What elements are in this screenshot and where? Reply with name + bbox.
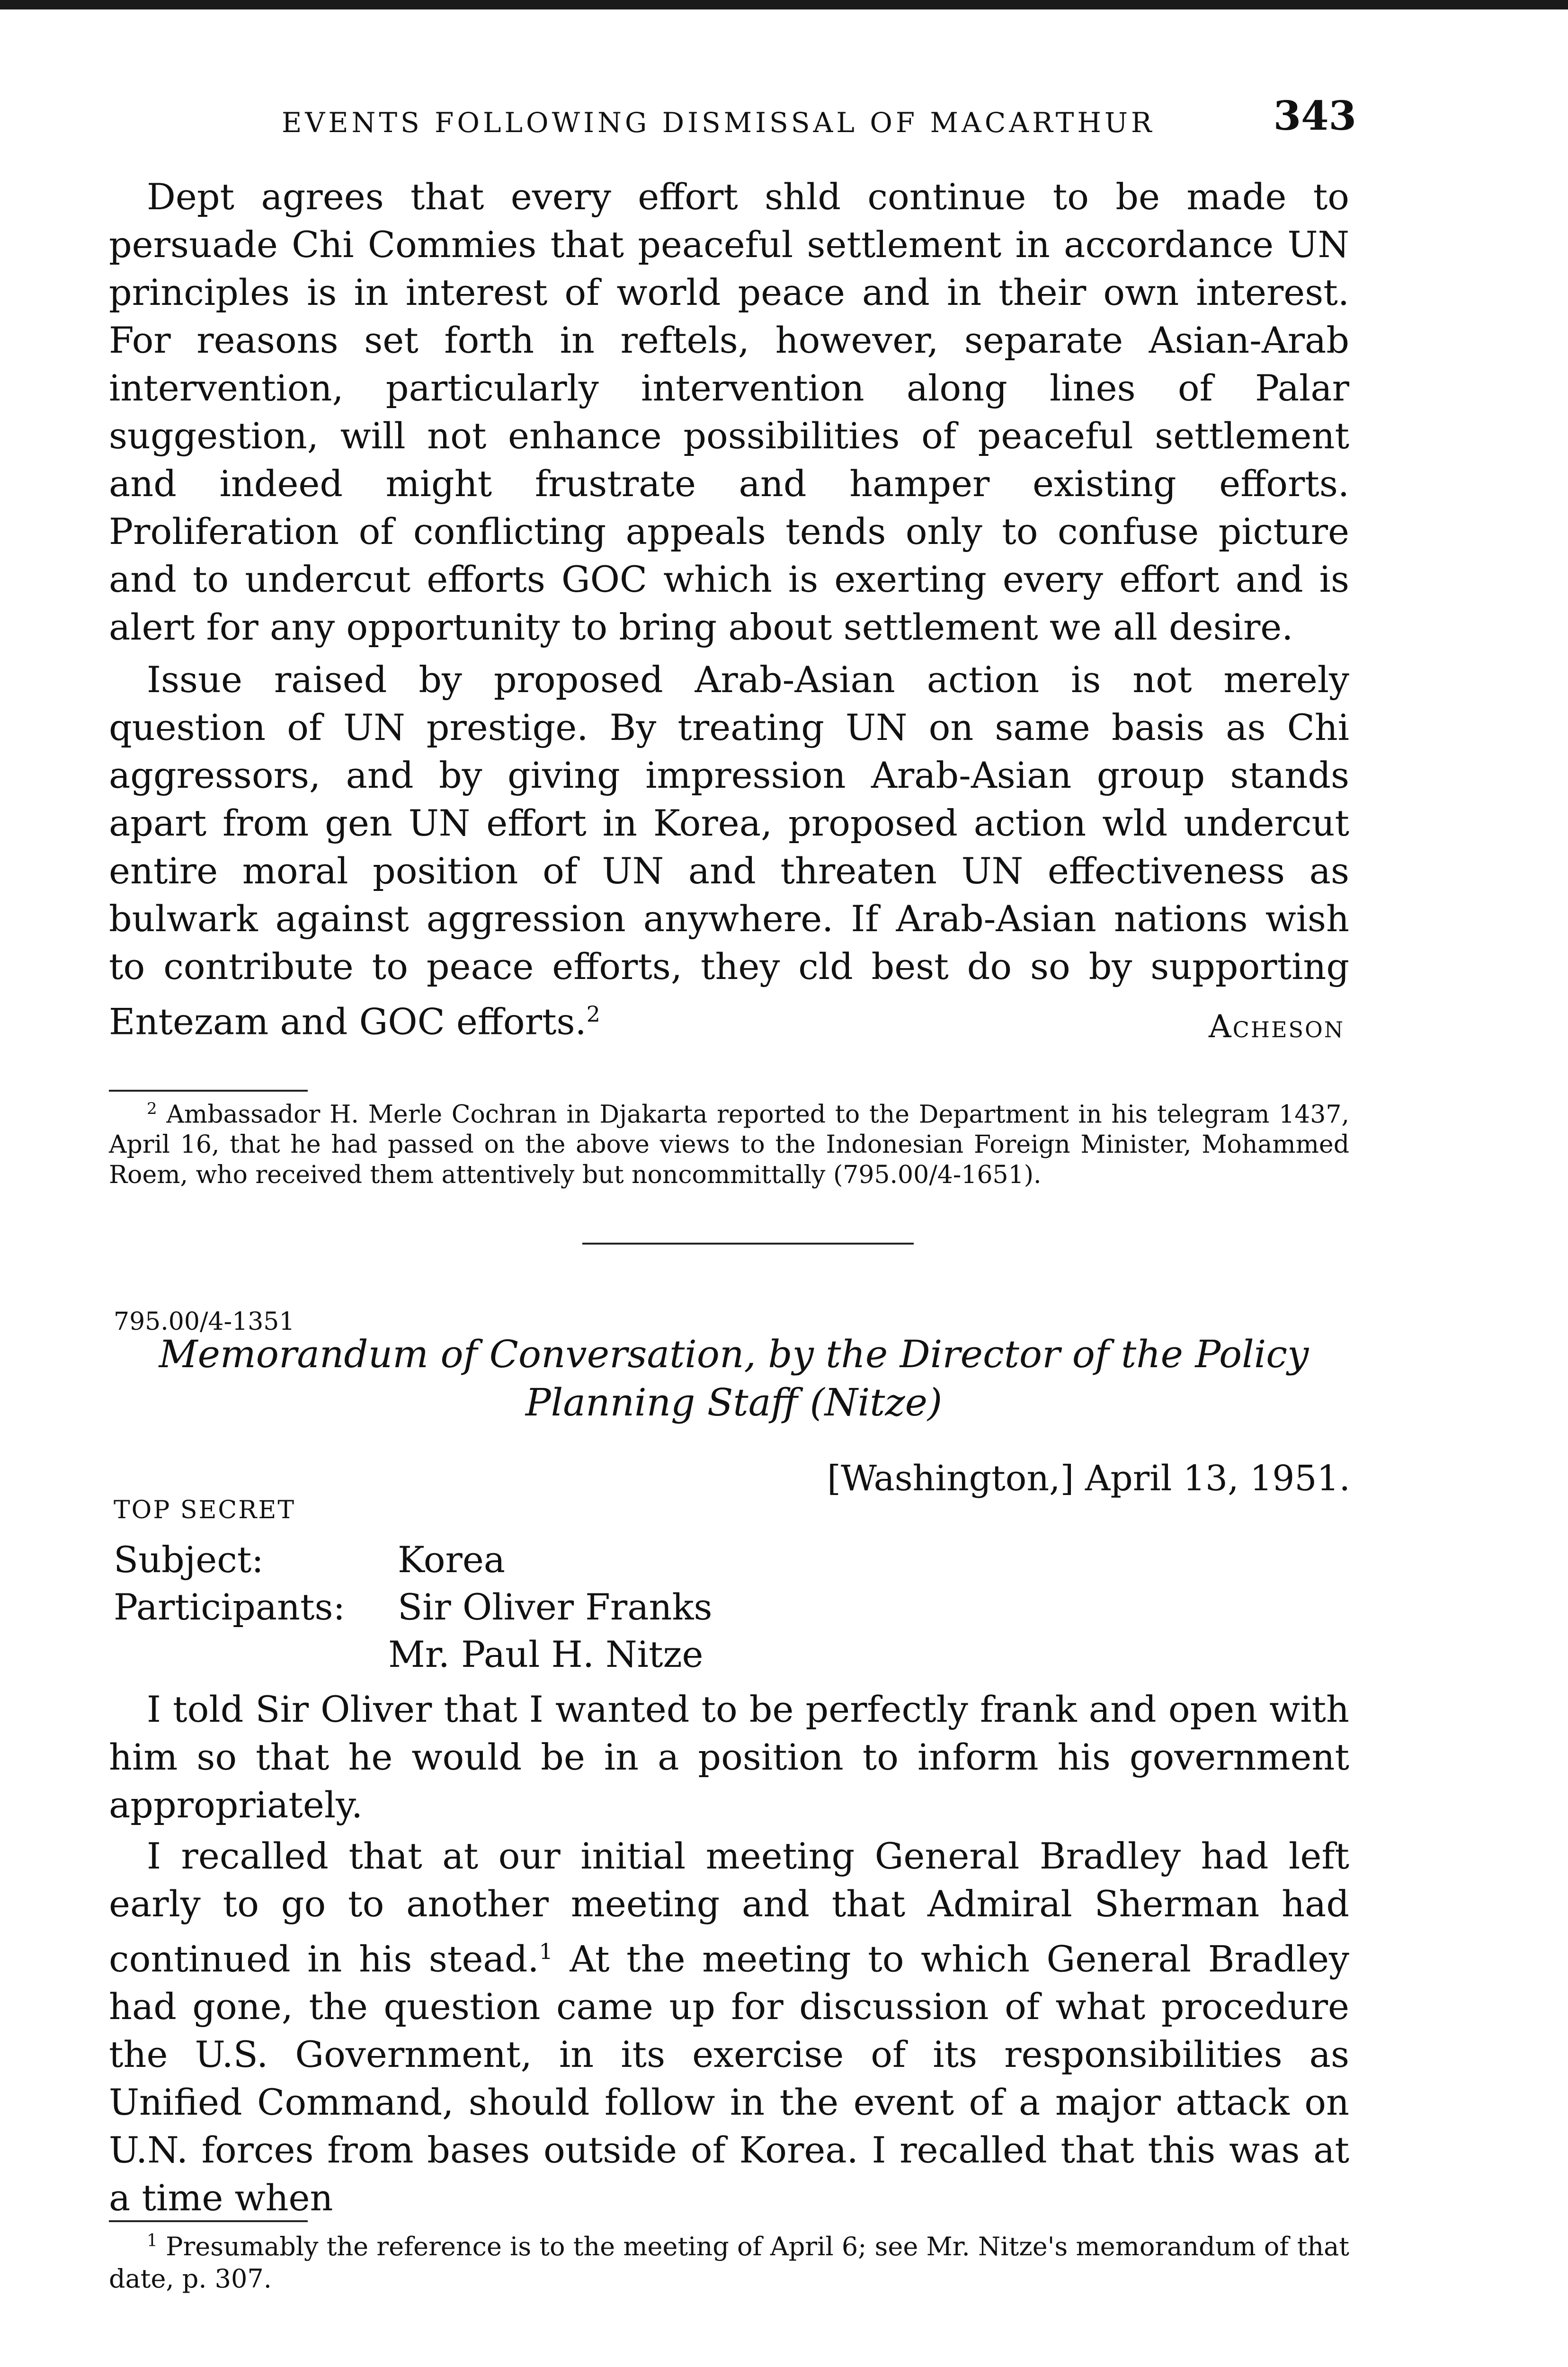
memo-title xyxy=(114,1330,1354,1427)
footnote-1-rule xyxy=(109,2220,308,2222)
footnote-1-content xyxy=(109,2225,1349,2295)
subject-value: Korea xyxy=(398,1539,506,1581)
page-number: 343 xyxy=(1273,92,1356,139)
memo-title-line-1: Memorandum of Conversation, by the Director of the Policy xyxy=(159,1332,1309,1376)
footnote-1-text: Presumably the reference is to the meeting of April 6; see Mr. Nitze's memorandum of that date, p. 307. xyxy=(109,2232,1349,2294)
participant-2: Mr. Paul H. Nitze xyxy=(388,1633,704,1675)
paragraph-4-text-b: At the meeting to which General Bradley had gone, the question came up for discussion of what procedure the U.S. Government, in its exercise of its responsibilities as Unified Command, should follow in the event of a major attack on U.N. forces from bases outside of Korea. I recalled that this was at a time when xyxy=(109,1938,1349,2219)
paragraph-4-text-a: I recalled that at our initial meeting General Bradley had left early to go to another meeting and that Admiral Sherman had continued in his stead. xyxy=(109,1835,1349,1980)
subject-label: Subject: xyxy=(114,1539,264,1581)
footnote-1-marker: 1 xyxy=(147,2231,158,2251)
footnote-1 xyxy=(109,2225,1349,2295)
signature: Acheson xyxy=(1208,1008,1345,1045)
footnote-2-content xyxy=(109,1094,1349,1190)
running-title: EVENTS FOLLOWING DISMISSAL OF MACARTHUR xyxy=(282,107,1155,139)
paragraph-1-text: Dept agrees that every effort shld continue to be made to persuade Chi Commies that peaceful settlement in accordance UN principles is in interest of world peace and in their own interest. For reasons set forth in reftels, however, separate Asian-Arab intervention, particularly intervention along lines of Palar suggestion, will not enhance possibilities of peaceful settlement and indeed might frustrate and hamper existing efforts. Proliferation of conflicting appeals tends only to confuse picture and to undercut efforts GOC which is exerting every effort and is alert for any opportunity to bring about settlement we all desire. xyxy=(109,176,1349,648)
participants-label: Participants: xyxy=(114,1586,346,1628)
section-divider xyxy=(582,1243,914,1245)
subject-line xyxy=(114,1539,505,1581)
participant-1: Sir Oliver Franks xyxy=(398,1586,713,1628)
paragraph-2 xyxy=(109,656,1349,1045)
page-header xyxy=(116,92,1356,140)
participants-line xyxy=(114,1586,713,1628)
memo-title-line-2: Planning Staff (Nitze) xyxy=(525,1380,943,1424)
scan-top-edge xyxy=(0,0,1568,9)
paragraph-4-content xyxy=(109,1832,1349,2222)
paragraph-3 xyxy=(109,1685,1349,1829)
document-number: 795.00/4-1351 xyxy=(114,1308,295,1336)
paragraph-2-text: Issue raised by proposed Arab-Asian action is not merely question of UN prestige. By treating UN on same basis as Chi aggressors, and by giving impression Arab-Asian group stands apart from gen UN effort in Korea, proposed action wld undercut entire moral position of UN and threaten UN effectiveness as bulwark against aggression anywhere. If Arab-Asian nations wish to contribute to peace efforts, they cld best do so by supporting Entezam and GOC efforts. xyxy=(109,658,1349,1043)
paragraph-2-content xyxy=(109,656,1349,1045)
paragraph-4 xyxy=(109,1832,1349,2222)
footnote-2-reference: 2 xyxy=(586,1001,600,1027)
footnote-1-reference: 1 xyxy=(539,1939,553,1964)
paragraph-1 xyxy=(109,173,1349,651)
footnote-2-marker: 2 xyxy=(147,1099,157,1118)
footnote-2-text: Ambassador H. Merle Cochran in Djakarta reported to the Department in his telegram 1437, April 16, that he had passed on the above views to the Indonesian Foreign Minister, Mohammed Roem, who received them attentively but noncommittally (795.00/4-1651). xyxy=(109,1100,1349,1190)
footnote-rule xyxy=(109,1090,308,1092)
classification: TOP SECRET xyxy=(114,1496,295,1524)
paragraph-3-text: I told Sir Oliver that I wanted to be perfectly frank and open with him so that he would be in a position to inform his government appropriately. xyxy=(109,1688,1349,1826)
footnote-2 xyxy=(109,1094,1349,1190)
dateline: [Washington,] April 13, 1951. xyxy=(827,1458,1350,1499)
